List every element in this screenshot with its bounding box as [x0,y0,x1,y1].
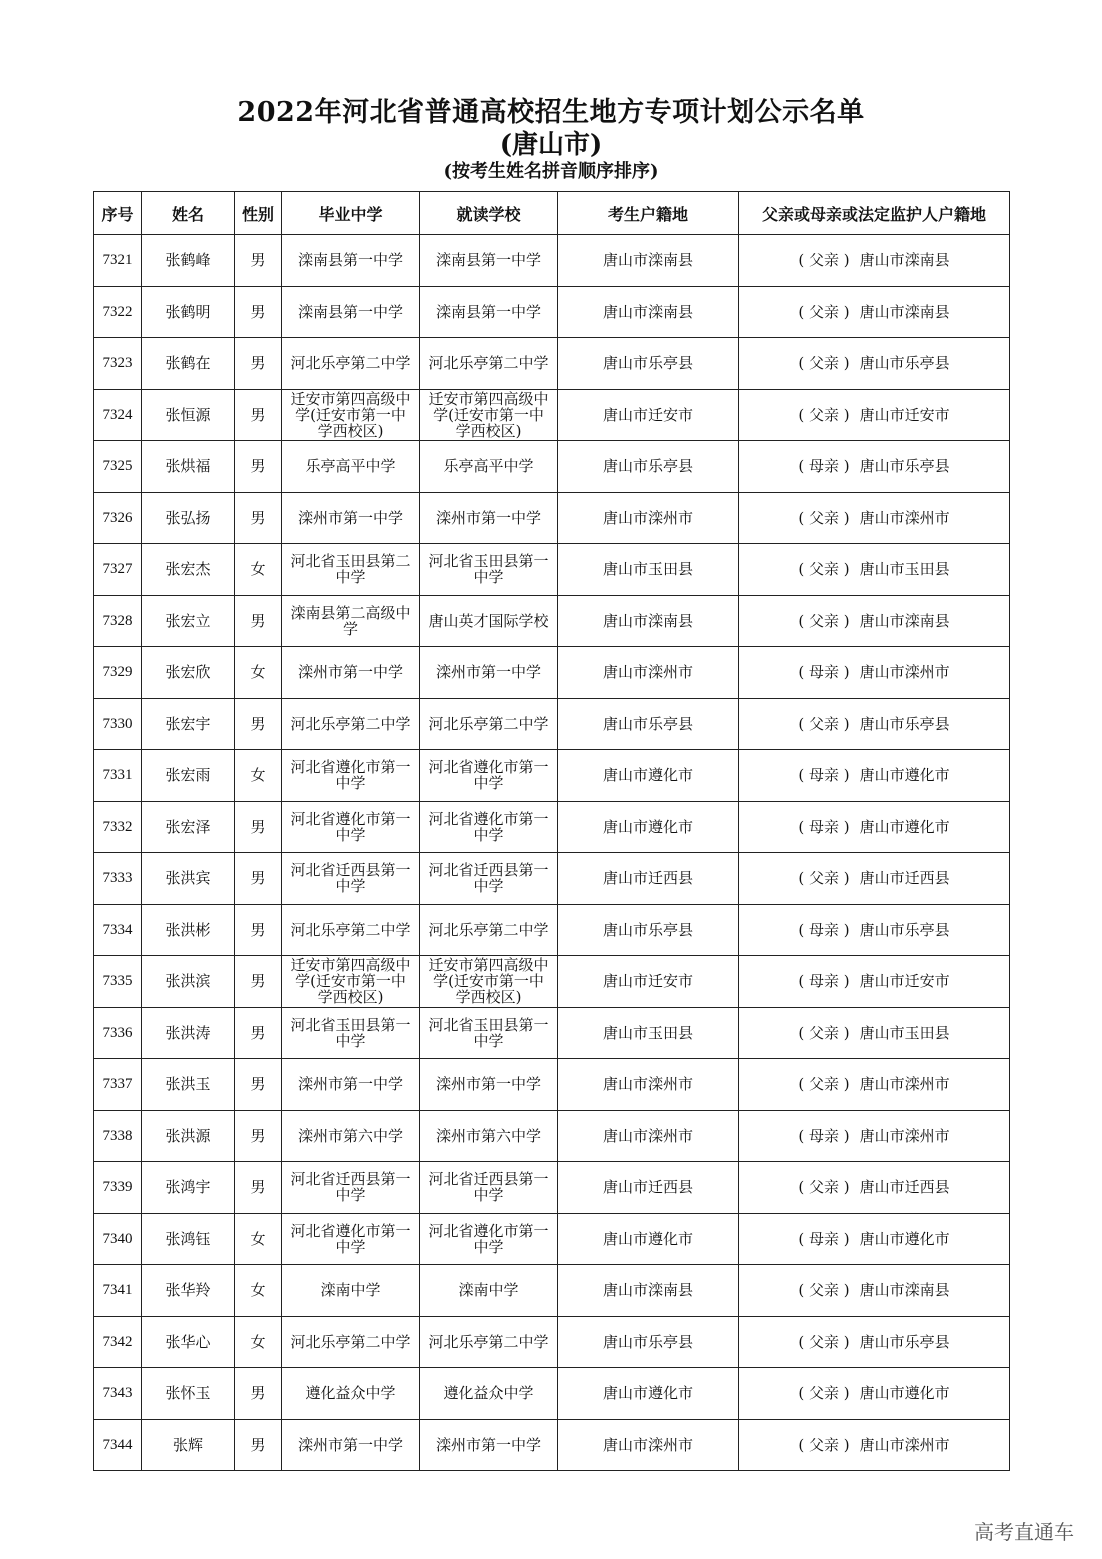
cell-current-school: 滦州市第一中学 [420,1419,558,1471]
cell-current-school: 唐山英才国际学校 [420,595,558,647]
cell-guardian [739,1162,1010,1214]
guardian-hukou: 唐山市遵化市 [859,766,950,785]
cell-gender: 女 [235,1265,282,1317]
cell-hukou: 唐山市玉田县 [558,1007,739,1059]
cell-hukou: 唐山市迁西县 [558,853,739,905]
cell-current-school: 河北乐亭第二中学 [420,338,558,390]
cell-current-school: 乐亭高平中学 [420,441,558,493]
cell-hukou: 唐山市迁西县 [558,1162,739,1214]
cell-grad-school: 乐亭高平中学 [282,441,420,493]
cell-hukou: 唐山市迁安市 [558,956,739,1008]
cell-guardian [739,492,1010,544]
cell-current-school: 河北省遵化市第一中学 [420,801,558,853]
table-row [94,1162,1010,1214]
cell-name: 张华心 [142,1316,235,1368]
cell-guardian [739,750,1010,802]
cell-grad-school: 河北省玉田县第一中学 [282,1007,420,1059]
cell-hukou: 唐山市乐亭县 [558,338,739,390]
guardian-hukou: 唐山市乐亭县 [859,920,950,939]
table-row [94,904,1010,956]
cell-grad-school: 迁安市第四高级中学(迁安市第一中学西校区) [282,956,420,1008]
table-row [94,492,1010,544]
table-row [94,698,1010,750]
cell-gender: 男 [235,853,282,905]
cell-no: 7329 [94,647,142,699]
cell-no: 7327 [94,544,142,596]
cell-current-school: 滦南中学 [420,1265,558,1317]
guardian-relation: ( 母亲 ) [798,1126,850,1145]
guardian-hukou: 唐山市乐亭县 [859,714,950,733]
guardian-hukou: 唐山市玉田县 [859,1023,950,1042]
guardian-hukou: 唐山市迁安市 [859,405,950,424]
guardian-relation: ( 父亲 ) [798,869,850,888]
cell-grad-school: 河北乐亭第二中学 [282,1316,420,1368]
guardian-relation: ( 父亲 ) [798,714,850,733]
cell-name: 张宏立 [142,595,235,647]
cell-no: 7328 [94,595,142,647]
cell-gender: 男 [235,286,282,338]
cell-guardian [739,1265,1010,1317]
cell-grad-school: 滦州市第一中学 [282,647,420,699]
cell-name: 张洪涛 [142,1007,235,1059]
guardian-hukou: 唐山市迁西县 [859,1178,950,1197]
cell-guardian [739,904,1010,956]
table-row [94,595,1010,647]
guardian-hukou: 唐山市滦州市 [859,508,950,527]
table-row [94,647,1010,699]
cell-name: 张鹤在 [142,338,235,390]
cell-guardian [739,1213,1010,1265]
cell-gender: 男 [235,1007,282,1059]
cell-guardian [739,544,1010,596]
cell-grad-school: 河北省迁西县第一中学 [282,1162,420,1214]
cell-gender: 男 [235,904,282,956]
table-row [94,750,1010,802]
cell-gender: 男 [235,956,282,1008]
cell-current-school: 河北省迁西县第一中学 [420,853,558,905]
cell-current-school: 滦州市第六中学 [420,1110,558,1162]
cell-current-school: 滦州市第一中学 [420,647,558,699]
cell-guardian [739,853,1010,905]
guardian-relation: ( 父亲 ) [798,354,850,373]
cell-grad-school: 河北乐亭第二中学 [282,338,420,390]
cell-hukou: 唐山市玉田县 [558,544,739,596]
guardian-relation: ( 母亲 ) [798,972,850,991]
cell-grad-school: 河北乐亭第二中学 [282,904,420,956]
cell-gender: 男 [235,1419,282,1471]
column-header-current-school: 就读学校 [420,192,558,235]
cell-current-school: 河北省遵化市第一中学 [420,1213,558,1265]
cell-gender: 男 [235,1368,282,1420]
cell-no: 7333 [94,853,142,905]
cell-hukou: 唐山市滦南县 [558,1265,739,1317]
cell-name: 张辉 [142,1419,235,1471]
cell-current-school: 河北省玉田县第一中学 [420,1007,558,1059]
column-header-gender: 性别 [235,192,282,235]
cell-hukou: 唐山市乐亭县 [558,1316,739,1368]
cell-grad-school: 河北省玉田县第二中学 [282,544,420,596]
cell-gender: 女 [235,1213,282,1265]
cell-guardian [739,389,1010,441]
guardian-hukou: 唐山市玉田县 [859,560,950,579]
cell-name: 张鸿宇 [142,1162,235,1214]
cell-name: 张洪彬 [142,904,235,956]
cell-no: 7324 [94,389,142,441]
guardian-relation: ( 父亲 ) [798,1178,850,1197]
cell-gender: 男 [235,492,282,544]
guardian-hukou: 唐山市遵化市 [859,1229,950,1248]
guardian-relation: ( 父亲 ) [798,1435,850,1454]
cell-grad-school: 滦州市第一中学 [282,492,420,544]
guardian-relation: ( 母亲 ) [798,457,850,476]
guardian-hukou: 唐山市滦南县 [859,302,950,321]
cell-grad-school: 河北省遵化市第一中学 [282,801,420,853]
cell-hukou: 唐山市乐亭县 [558,904,739,956]
cell-guardian [739,647,1010,699]
cell-guardian [739,956,1010,1008]
cell-no: 7342 [94,1316,142,1368]
cell-guardian [739,338,1010,390]
cell-name: 张鹤峰 [142,235,235,287]
cell-name: 张宏杰 [142,544,235,596]
watermark: 高考直通车 [974,1520,1074,1544]
cell-name: 张宏泽 [142,801,235,853]
cell-grad-school: 滦南县第一中学 [282,286,420,338]
cell-no: 7339 [94,1162,142,1214]
cell-hukou: 唐山市遵化市 [558,750,739,802]
table-row [94,235,1010,287]
cell-guardian [739,698,1010,750]
guardian-relation: ( 父亲 ) [798,1023,850,1042]
cell-hukou: 唐山市乐亭县 [558,441,739,493]
guardian-relation: ( 母亲 ) [798,920,850,939]
cell-grad-school: 河北乐亭第二中学 [282,698,420,750]
guardian-hukou: 唐山市遵化市 [859,817,950,836]
table-row [94,441,1010,493]
guardian-relation: ( 母亲 ) [798,766,850,785]
table-row [94,544,1010,596]
cell-guardian [739,1007,1010,1059]
cell-no: 7326 [94,492,142,544]
guardian-relation: ( 母亲 ) [798,1229,850,1248]
cell-guardian [739,1419,1010,1471]
guardian-relation: ( 父亲 ) [798,560,850,579]
cell-hukou: 唐山市遵化市 [558,1213,739,1265]
cell-current-school: 河北省迁西县第一中学 [420,1162,558,1214]
cell-gender: 男 [235,595,282,647]
cell-grad-school: 滦州市第六中学 [282,1110,420,1162]
cell-guardian [739,1368,1010,1420]
table-row [94,338,1010,390]
table-row [94,1316,1010,1368]
cell-grad-school: 河北省遵化市第一中学 [282,750,420,802]
cell-grad-school: 滦南中学 [282,1265,420,1317]
cell-grad-school: 遵化益众中学 [282,1368,420,1420]
cell-current-school: 滦南县第一中学 [420,286,558,338]
cell-gender: 女 [235,544,282,596]
guardian-relation: ( 母亲 ) [798,817,850,836]
cell-no: 7340 [94,1213,142,1265]
cell-current-school: 河北乐亭第二中学 [420,698,558,750]
guardian-hukou: 唐山市滦州市 [859,1126,950,1145]
table-row [94,853,1010,905]
guardian-hukou: 唐山市滦南县 [859,1281,950,1300]
column-header-name: 姓名 [142,192,235,235]
cell-no: 7344 [94,1419,142,1471]
cell-grad-school: 河北省遵化市第一中学 [282,1213,420,1265]
cell-guardian [739,286,1010,338]
cell-gender: 男 [235,389,282,441]
cell-guardian [739,595,1010,647]
cell-no: 7330 [94,698,142,750]
cell-gender: 男 [235,235,282,287]
cell-guardian [739,801,1010,853]
cell-grad-school: 滦州市第一中学 [282,1419,420,1471]
cell-no: 7341 [94,1265,142,1317]
cell-name: 张鹤明 [142,286,235,338]
table-row [94,1265,1010,1317]
guardian-hukou: 唐山市滦州市 [859,663,950,682]
cell-name: 张宏雨 [142,750,235,802]
cell-no: 7336 [94,1007,142,1059]
guardian-hukou: 唐山市迁安市 [859,972,950,991]
cell-hukou: 唐山市滦州市 [558,492,739,544]
page-title: 2022年河北省普通高校招生地方专项计划公示名单 [237,97,865,128]
guardian-hukou: 唐山市乐亭县 [859,354,950,373]
guardian-hukou: 唐山市滦州市 [859,1435,950,1454]
cell-gender: 女 [235,1316,282,1368]
cell-no: 7335 [94,956,142,1008]
table-row [94,1007,1010,1059]
sort-note: (按考生姓名拼音顺序排序) [443,161,659,182]
cell-hukou: 唐山市遵化市 [558,801,739,853]
table-row [94,1059,1010,1111]
cell-guardian [739,1110,1010,1162]
cell-name: 张怀玉 [142,1368,235,1420]
column-header-no: 序号 [94,192,142,235]
table-row [94,1419,1010,1471]
cell-name: 张洪玉 [142,1059,235,1111]
cell-no: 7332 [94,801,142,853]
cell-grad-school: 滦州市第一中学 [282,1059,420,1111]
cell-guardian [739,1059,1010,1111]
cell-no: 7338 [94,1110,142,1162]
cell-grad-school: 滦南县第二高级中学 [282,595,420,647]
cell-no: 7321 [94,235,142,287]
cell-current-school: 河北省玉田县第一中学 [420,544,558,596]
cell-name: 张烘福 [142,441,235,493]
cell-current-school: 河北省遵化市第一中学 [420,750,558,802]
cell-gender: 男 [235,1110,282,1162]
cell-hukou: 唐山市滦南县 [558,286,739,338]
guardian-hukou: 唐山市滦南县 [859,251,950,270]
cell-current-school: 滦州市第一中学 [420,1059,558,1111]
guardian-relation: ( 父亲 ) [798,611,850,630]
cell-no: 7337 [94,1059,142,1111]
cell-name: 张洪滨 [142,956,235,1008]
page-subtitle: (唐山市) [499,130,603,160]
guardian-relation: ( 父亲 ) [798,302,850,321]
guardian-relation: ( 父亲 ) [798,1281,850,1300]
cell-name: 张洪源 [142,1110,235,1162]
cell-guardian [739,1316,1010,1368]
guardian-relation: ( 父亲 ) [798,508,850,527]
cell-gender: 男 [235,441,282,493]
applicant-table [93,191,1010,1471]
guardian-relation: ( 父亲 ) [798,1384,850,1403]
cell-name: 张宏欣 [142,647,235,699]
guardian-relation: ( 父亲 ) [798,1332,850,1351]
cell-current-school: 河北乐亭第二中学 [420,904,558,956]
cell-hukou: 唐山市迁安市 [558,389,739,441]
cell-gender: 女 [235,647,282,699]
guardian-hukou: 唐山市滦州市 [859,1075,950,1094]
table-row [94,1110,1010,1162]
cell-grad-school: 河北省迁西县第一中学 [282,853,420,905]
column-header-guardian-hukou: 父亲或母亲或法定监护人户籍地 [739,192,1010,235]
cell-no: 7331 [94,750,142,802]
table-row [94,956,1010,1008]
cell-grad-school: 滦南县第一中学 [282,235,420,287]
column-header-grad-school: 毕业中学 [282,192,420,235]
cell-gender: 男 [235,801,282,853]
cell-gender: 女 [235,750,282,802]
cell-no: 7343 [94,1368,142,1420]
cell-name: 张鸿钰 [142,1213,235,1265]
cell-no: 7334 [94,904,142,956]
cell-current-school: 滦州市第一中学 [420,492,558,544]
guardian-hukou: 唐山市迁西县 [859,869,950,888]
table-header-row [94,192,1010,235]
cell-name: 张宏宇 [142,698,235,750]
cell-hukou: 唐山市乐亭县 [558,698,739,750]
table-row [94,286,1010,338]
cell-current-school: 迁安市第四高级中学(迁安市第一中学西校区) [420,389,558,441]
cell-hukou: 唐山市滦南县 [558,595,739,647]
cell-guardian [739,441,1010,493]
cell-current-school: 遵化益众中学 [420,1368,558,1420]
cell-no: 7322 [94,286,142,338]
cell-grad-school: 迁安市第四高级中学(迁安市第一中学西校区) [282,389,420,441]
cell-hukou: 唐山市滦州市 [558,1419,739,1471]
cell-hukou: 唐山市滦州市 [558,1110,739,1162]
cell-name: 张恒源 [142,389,235,441]
cell-no: 7323 [94,338,142,390]
guardian-relation: ( 父亲 ) [798,1075,850,1094]
guardian-hukou: 唐山市滦南县 [859,611,950,630]
guardian-hukou: 唐山市乐亭县 [859,457,950,476]
guardian-relation: ( 母亲 ) [798,663,850,682]
cell-hukou: 唐山市遵化市 [558,1368,739,1420]
guardian-hukou: 唐山市遵化市 [859,1384,950,1403]
cell-gender: 男 [235,1162,282,1214]
guardian-hukou: 唐山市乐亭县 [859,1332,950,1351]
cell-guardian [739,235,1010,287]
guardian-relation: ( 父亲 ) [798,251,850,270]
cell-gender: 男 [235,698,282,750]
table-row [94,1213,1010,1265]
cell-gender: 男 [235,338,282,390]
cell-hukou: 唐山市滦南县 [558,235,739,287]
cell-name: 张洪宾 [142,853,235,905]
cell-current-school: 滦南县第一中学 [420,235,558,287]
column-header-hukou: 考生户籍地 [558,192,739,235]
cell-current-school: 迁安市第四高级中学(迁安市第一中学西校区) [420,956,558,1008]
cell-hukou: 唐山市滦州市 [558,647,739,699]
table-row [94,1368,1010,1420]
cell-name: 张华羚 [142,1265,235,1317]
table-row [94,389,1010,441]
cell-name: 张弘扬 [142,492,235,544]
table-row [94,801,1010,853]
cell-current-school: 河北乐亭第二中学 [420,1316,558,1368]
cell-no: 7325 [94,441,142,493]
guardian-relation: ( 父亲 ) [798,405,850,424]
cell-hukou: 唐山市滦州市 [558,1059,739,1111]
cell-gender: 男 [235,1059,282,1111]
